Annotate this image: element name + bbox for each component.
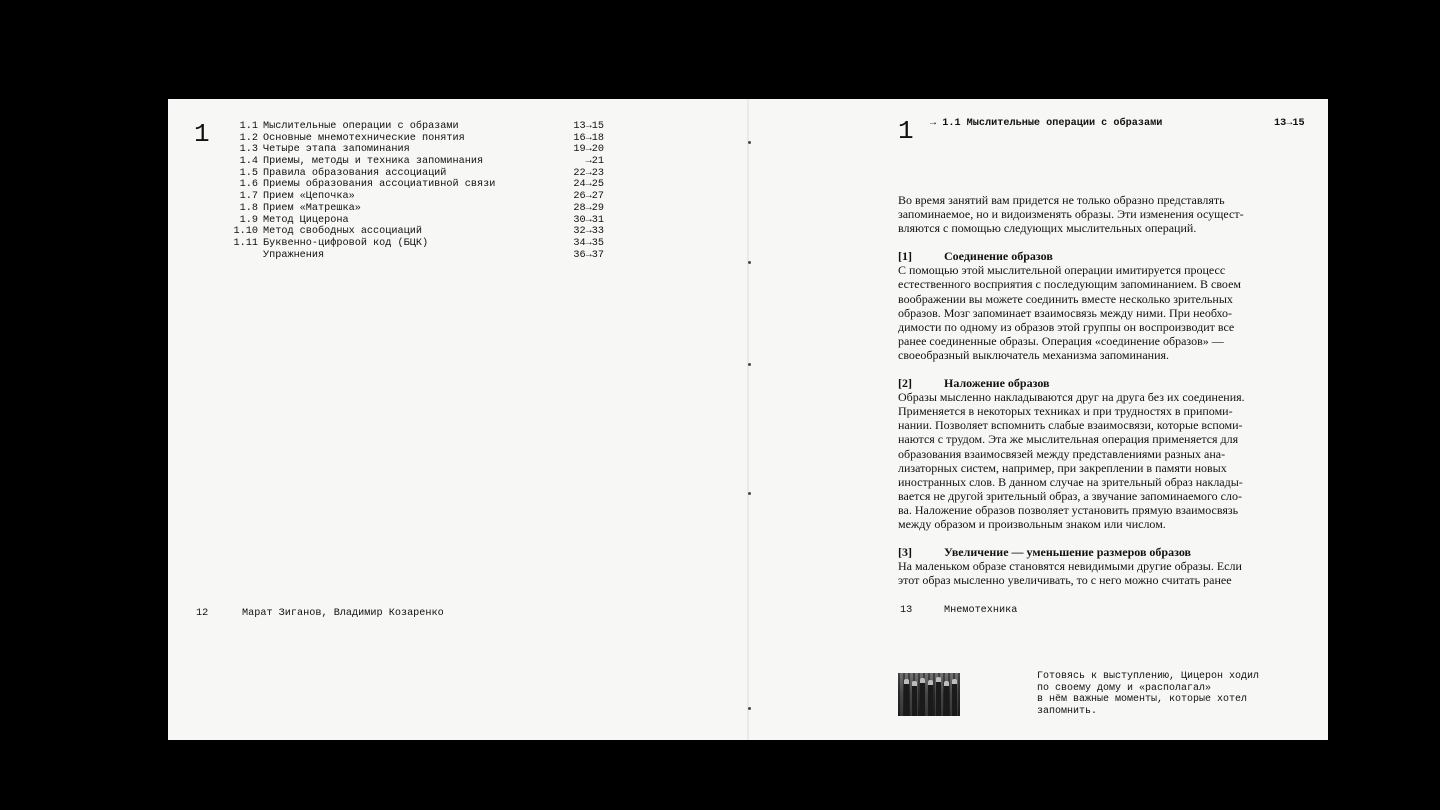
toc-item-pages: 24→25 <box>573 179 604 191</box>
toc-item-title: Прием «Цепочка» <box>263 191 355 203</box>
stitch-mark <box>748 261 751 264</box>
toc-item-number: 1.11 <box>233 237 258 249</box>
toc-item-title: Метод свободных ассоциаций <box>263 226 422 238</box>
text-line: лизаторных систем, например, при закреплении в памяти новых <box>898 460 1227 475</box>
intro-paragraph <box>898 193 1268 235</box>
text-line: между образом и произвольным знаком или числом. <box>898 516 1166 531</box>
section-title: Соединение образов <box>944 249 1053 264</box>
toc-item-number: 1.3 <box>239 144 258 156</box>
text-line: образов. Мозг запоминает взаимосвязь между ними. При необхо- <box>898 305 1233 320</box>
toc-item-pages: 32→33 <box>573 226 604 238</box>
right-chapter-number: 1 <box>898 116 914 146</box>
toc-item-pages: 36→37 <box>573 249 604 261</box>
left-page-number: 12 <box>196 608 209 619</box>
toc-row <box>228 238 608 250</box>
toc-item-title: Мыслительные операции с образами <box>263 121 459 132</box>
text-line: Образы мысленно накладываются друг на друга без их соединения. <box>898 390 1245 405</box>
text-line: своеобразный выключатель механизма запоминания. <box>898 347 1170 362</box>
toc-row <box>228 203 608 215</box>
toc-item-pages: 19→20 <box>573 144 604 156</box>
book-title: Мнемотехника <box>944 605 1018 616</box>
section-block <box>898 545 1268 587</box>
toc-item-number: 1.8 <box>239 202 258 214</box>
section-title: Увеличение — уменьшение размеров образов <box>944 545 1192 560</box>
toc-item-title: Прием «Матрешка» <box>263 202 361 214</box>
section-number: [3] <box>898 545 912 560</box>
toc-item-title: Буквенно-цифровой код (БЦК) <box>263 237 429 249</box>
toc-row <box>228 121 608 133</box>
stitch-mark <box>748 363 751 366</box>
toc-row <box>228 250 608 262</box>
toc-item-title: Основные мнемотехнические понятия <box>263 132 465 144</box>
photo-caption <box>1037 671 1277 717</box>
stitch-mark <box>748 707 751 710</box>
stitch-mark <box>748 492 751 495</box>
toc-item-pages: 26→27 <box>573 191 604 203</box>
toc-item-pages: 28→29 <box>573 202 604 214</box>
section-number: [2] <box>898 376 912 391</box>
text-line: естественного восприятия с последующим запоминанием. В своем <box>898 277 1242 292</box>
section-block <box>898 249 1268 362</box>
section-block <box>898 376 1268 531</box>
text-line: образования взаимосвязей между представлениями разных ана- <box>898 446 1226 461</box>
text-line: димости по одному из образов этой группы он воспроизводит все <box>898 319 1235 334</box>
cicero-photo <box>898 673 960 716</box>
toc-row <box>228 168 608 180</box>
text-line: запоминаемое, но и видоизменять образы. Эти изменения осущест- <box>898 207 1244 222</box>
toc-item-pages: 30→31 <box>573 214 604 226</box>
toc-row <box>228 215 608 227</box>
text-line: воображении вы можете соединить вместе несколько зрительных <box>898 291 1233 306</box>
toc-item-title: Приемы образования ассоциативной связи <box>263 179 496 191</box>
toc-row <box>228 191 608 203</box>
toc-row <box>228 144 608 156</box>
toc-item-pages: 16→18 <box>573 132 604 144</box>
text-line: Во время занятий вам придется не только образно представлять <box>898 193 1225 207</box>
running-title: → 1.1 Мыслительные операции с образами <box>930 118 1163 129</box>
toc-item-number: 1.7 <box>239 191 258 203</box>
toc-item-number: 1.10 <box>233 226 258 238</box>
toc-item-title: Приемы, методы и техника запоминания <box>263 156 484 168</box>
caption-line: по своему дому и «располагал» <box>1037 682 1212 694</box>
text-line: иностранных слов. В данном случае на зрительный образ наклады- <box>898 474 1243 489</box>
toc-item-title: Упражнения <box>263 249 325 261</box>
caption-line: в нём важные моменты, которые хотел <box>1037 694 1248 706</box>
toc-item-number: 1.9 <box>239 214 258 226</box>
right-page-number: 13 <box>900 605 913 616</box>
toc-row <box>228 156 608 168</box>
text-line: вляются с помощью следующих мыслительных операций. <box>898 221 1197 236</box>
text-line: ва. Наложение образов позволяет установить прямую взаимосвязь <box>898 502 1239 517</box>
toc-item-number: 1.6 <box>239 179 258 191</box>
toc-row <box>228 133 608 145</box>
body-text <box>898 193 1268 587</box>
section-heading <box>898 249 1268 263</box>
left-chapter-number: 1 <box>194 119 210 149</box>
toc-item-number: 1.1 <box>239 121 258 132</box>
toc-item-title: Четыре этапа запоминания <box>263 144 410 156</box>
text-line: С помощью этой мыслительной операции имитируется процесс <box>898 263 1226 278</box>
toc-item-pages: 34→35 <box>573 237 604 249</box>
running-pages: 13→15 <box>1274 118 1305 129</box>
toc-item-pages: →21 <box>585 156 604 168</box>
text-line: ранее соединенные образы. Операция «соединение образов» — <box>898 333 1224 348</box>
toc-item-title: Метод Цицерона <box>263 214 349 226</box>
section-heading <box>898 545 1268 559</box>
text-line: вается не другой зрительный образ, а звучание запоминаемого сло- <box>898 488 1242 503</box>
toc-item-number: 1.2 <box>239 132 258 144</box>
toc-row <box>228 226 608 238</box>
book-spread <box>168 99 1328 740</box>
section-number: [1] <box>898 249 912 264</box>
text-line: наются с трудом. Эта же мыслительная операция применяется для <box>898 432 1239 447</box>
text-line: На маленьком образе становятся невидимыми другие образы. Если <box>898 559 1242 574</box>
text-line: нании. Позволяет вспомнить слабые взаимосвязи, которые вспоми- <box>898 418 1243 433</box>
toc-item-number: 1.5 <box>239 167 258 179</box>
toc-item-pages: 22→23 <box>573 167 604 179</box>
toc-item-pages: 13→15 <box>573 121 604 132</box>
stitch-mark <box>748 141 751 144</box>
section-heading <box>898 376 1268 390</box>
toc-row <box>228 179 608 191</box>
toc-item-title: Правила образования ассоциаций <box>263 167 447 179</box>
page-fold <box>747 99 749 740</box>
section-title: Наложение образов <box>944 376 1050 391</box>
table-of-contents <box>228 121 608 261</box>
caption-line: Готовясь к выступлению, Цицерон ходил <box>1037 671 1260 682</box>
caption-line: запомнить. <box>1037 705 1098 717</box>
authors: Марат Зиганов, Владимир Козаренко <box>242 608 444 619</box>
toc-item-number: 1.4 <box>239 156 258 168</box>
text-line: этот образ мысленно увеличивать, то с него можно считать ранее <box>898 573 1232 588</box>
text-line: Применяется в некоторых техниках и при трудностях в припоми- <box>898 404 1233 419</box>
sections <box>898 249 1268 587</box>
